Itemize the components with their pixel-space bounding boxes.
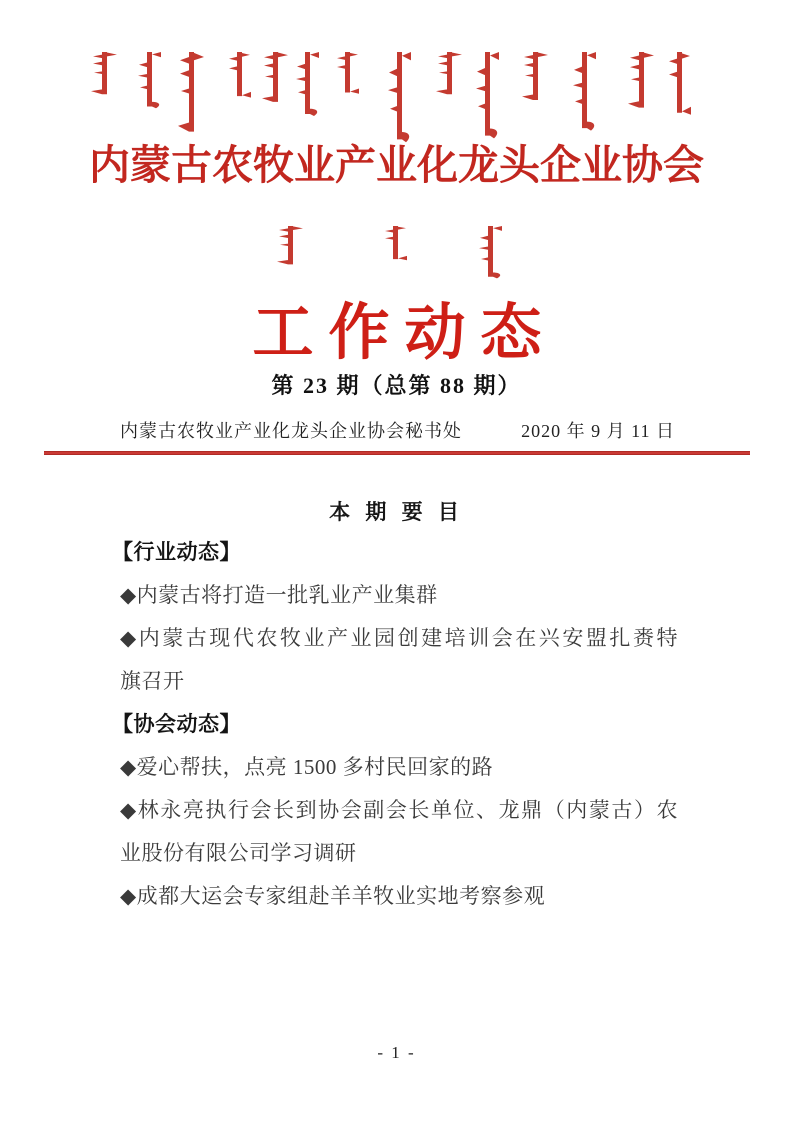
diamond-bullet-icon: ◆ bbox=[120, 583, 137, 607]
diamond-bullet-icon: ◆ bbox=[120, 626, 139, 650]
toc-item-continuation bbox=[120, 832, 678, 875]
publish-date: 2020 年 9 月 11 日 bbox=[521, 421, 675, 441]
toc-item-continuation bbox=[120, 660, 678, 703]
toc-item-text: 内蒙古将打造一批乳业产业集群 bbox=[136, 583, 438, 607]
publisher-line bbox=[120, 417, 675, 443]
publisher-name: 内蒙古农牧业产业化龙头企业协会秘书处 bbox=[120, 421, 462, 441]
toc-list bbox=[112, 531, 679, 918]
mongolian-script-row2-icon bbox=[257, 226, 537, 282]
toc-item bbox=[120, 789, 678, 832]
section-header-association: 【协会动态】 bbox=[112, 713, 241, 736]
toc-item-text: 内蒙古现代农牧业产业园创建培训会在兴安盟扎赉特 bbox=[138, 626, 678, 650]
bulletin-title: 工作动态 bbox=[252, 300, 557, 367]
toc-item-text: 成都大运会专家组赴羊羊牧业实地考察参观 bbox=[136, 884, 546, 908]
diamond-bullet-icon: ◆ bbox=[120, 884, 137, 908]
diamond-bullet-icon: ◆ bbox=[120, 798, 138, 822]
org-name-title: 内蒙古农牧业产业化龙头企业协会 bbox=[89, 142, 704, 188]
toc-item-text: 爱心帮扶，点亮 1500 多村民回家的路 bbox=[136, 755, 494, 779]
toc-item bbox=[120, 617, 678, 660]
toc-item bbox=[120, 875, 678, 918]
diamond-bullet-icon: ◆ bbox=[120, 755, 137, 779]
toc-item-text: 业股份有限公司学习调研 bbox=[120, 841, 357, 865]
toc-title: 本 期 要 目 bbox=[329, 500, 464, 524]
issue-number: 第 23 期（总第 88 期） bbox=[271, 373, 522, 398]
toc-item-text: 旗召开 bbox=[120, 669, 185, 693]
red-divider-rule bbox=[44, 451, 750, 455]
toc-item bbox=[120, 746, 678, 789]
page-number: - 1 - bbox=[377, 1043, 416, 1062]
mongolian-script-mid-banner-icon bbox=[0, 226, 793, 287]
toc-item bbox=[120, 574, 678, 617]
toc-item-text: 林永亮执行会长到协会副会长单位、龙鼎（内蒙古）农 bbox=[137, 798, 679, 822]
section-header-industry: 【行业动态】 bbox=[112, 541, 241, 564]
